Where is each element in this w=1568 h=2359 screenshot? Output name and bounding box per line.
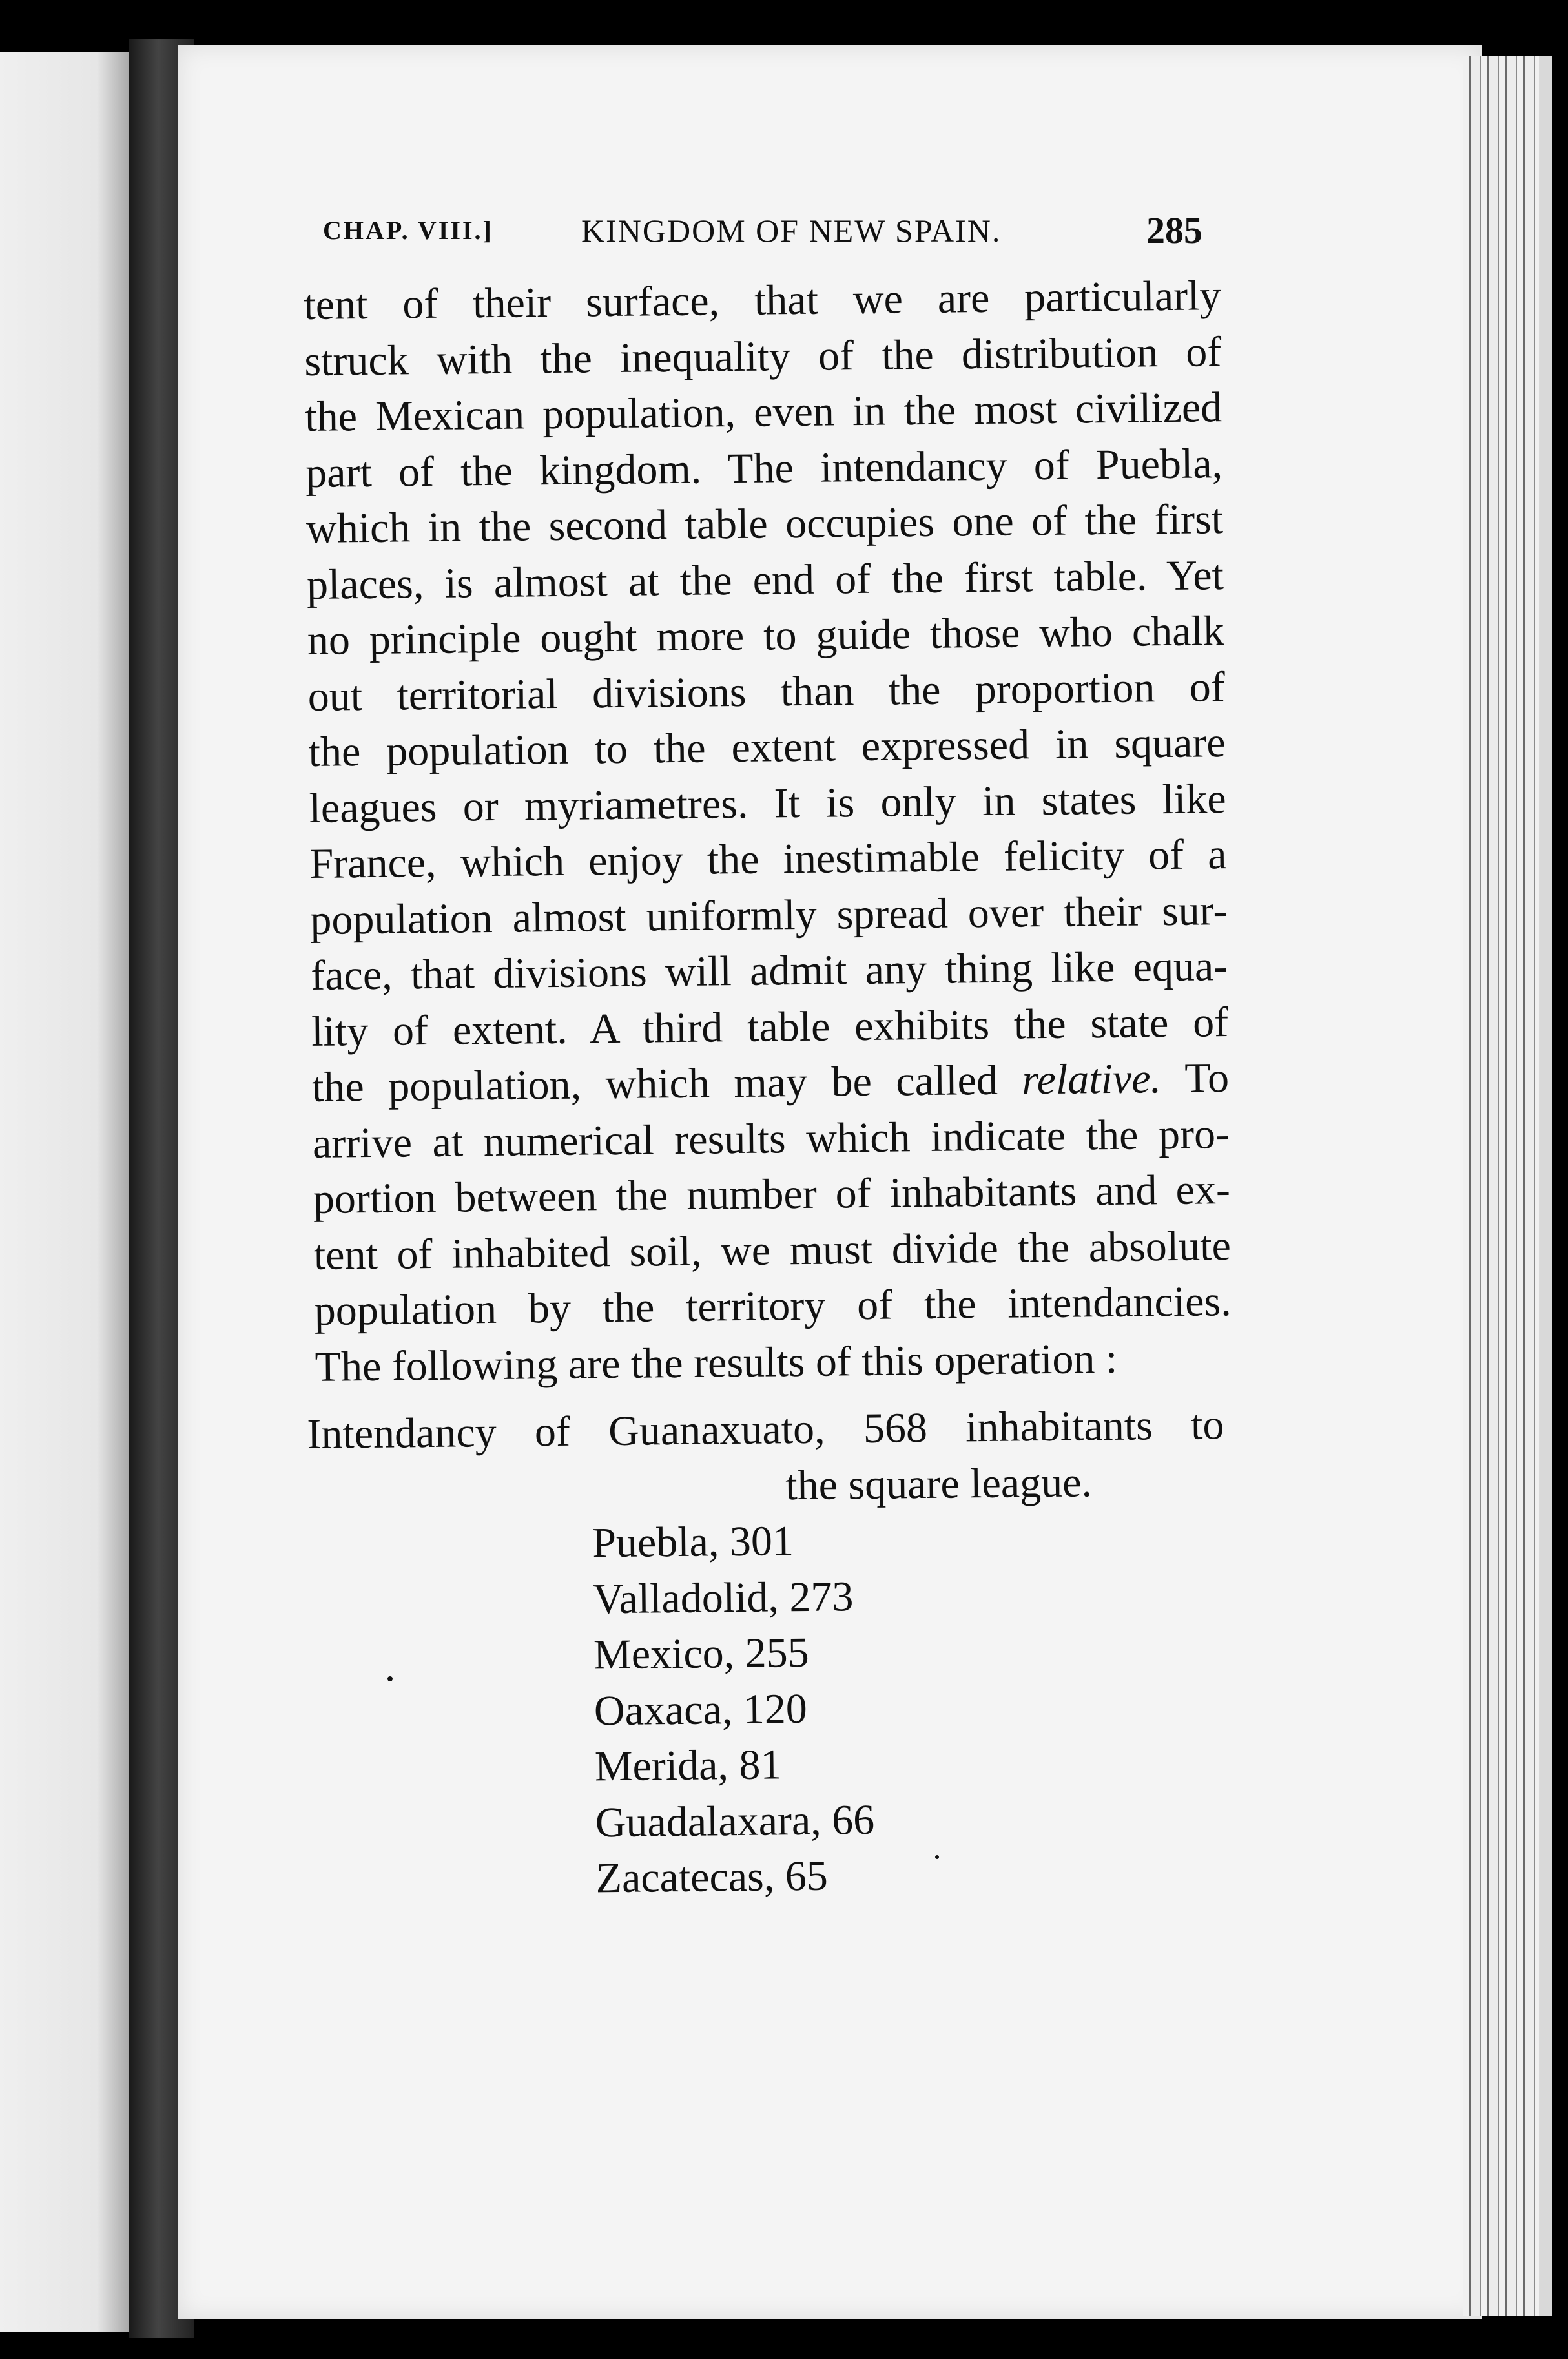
text-line-relative	[312, 1050, 1230, 1116]
text-line: portion between the number of inhabitants and ex-	[313, 1166, 1231, 1223]
text-line: France, which enjoy the inestimable felicity of a	[309, 831, 1227, 888]
text-line: arrive at numerical results which indicate the pro-	[312, 1110, 1230, 1167]
text-line: part of the kingdom. The intendancy of Puebla,	[305, 439, 1223, 497]
page-edge-strip	[1539, 56, 1552, 2316]
chapter-label: CHAP. VIII.]	[323, 216, 493, 245]
text-line: struck with the inequality of the distribution of	[304, 327, 1222, 385]
text-line: face, that divisions will admit any thing like equa-	[310, 942, 1228, 999]
text-line: tent of their surface, that we are particularly	[304, 272, 1221, 329]
text-line: tent of inhabited soil, we must divide the absolute	[313, 1221, 1232, 1279]
table-row: Zacatecas, 65	[595, 1852, 829, 1902]
page-edges	[1463, 56, 1539, 2316]
text-line: lity of extent. A third table exhibits the state of	[311, 998, 1229, 1055]
text-segment: the population, which may be called	[311, 1056, 1022, 1111]
text-line: out territorial divisions than the proportion of	[307, 663, 1226, 720]
body-text	[304, 268, 1232, 1395]
text-line: places, is almost at the end of the first table. Yet	[306, 551, 1224, 608]
population-table	[307, 1397, 1229, 1909]
table-row: Puebla, 301	[592, 1517, 794, 1567]
table-row: Guadalaxara, 66	[595, 1796, 875, 1846]
ink-speck	[387, 1676, 393, 1681]
text-segment: To	[1161, 1054, 1230, 1103]
table-row-continuation: the square league.	[785, 1458, 1093, 1509]
text-line: population almost uniformly spread over their sur-	[310, 886, 1228, 944]
text-line: no principle ought more to guide those who chalk	[307, 607, 1225, 664]
text-line: The following are the results of this operation :	[315, 1335, 1118, 1391]
italic-word: relative.	[1022, 1055, 1162, 1104]
text-line: which in the second table occupies one of the first	[305, 495, 1224, 552]
table-row-guanaxuato: Intendancy of Guanaxuato, 568 inhabitants to	[307, 1401, 1224, 1458]
table-row: Merida, 81	[594, 1741, 782, 1791]
text-line: the population to the extent expressed in square	[308, 719, 1226, 776]
text-line: population by the territory of the intendancies.	[314, 1278, 1232, 1335]
table-row: Valladolid, 273	[592, 1572, 854, 1623]
running-title: KINGDOM OF NEW SPAIN.	[581, 213, 1002, 249]
text-line: leagues or myriametres. It is only in states like	[309, 774, 1226, 832]
ink-speck	[935, 1855, 939, 1859]
table-row: Oaxaca, 120	[593, 1685, 808, 1734]
text-line: the Mexican population, even in the most civilized	[304, 384, 1222, 441]
page-number: 285	[1146, 209, 1202, 251]
table-row: Mexico, 255	[593, 1628, 810, 1679]
